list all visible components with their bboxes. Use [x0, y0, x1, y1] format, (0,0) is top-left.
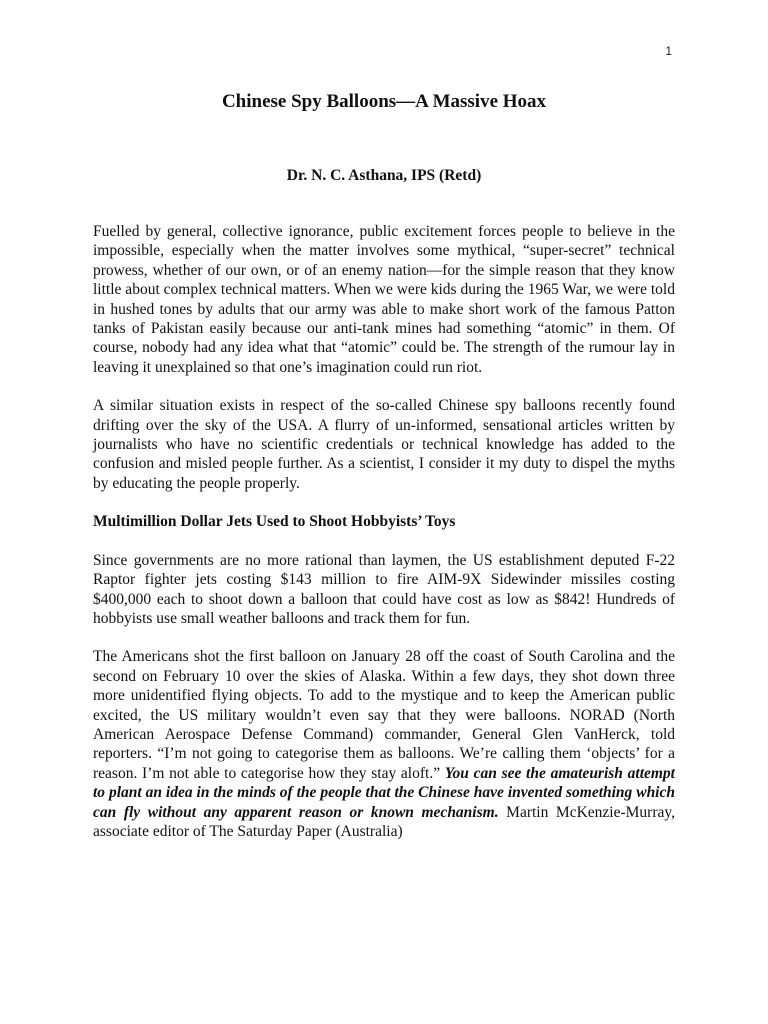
page-number: 1	[665, 44, 672, 58]
emphasized-sentence: You can see the amateurish attempt to plant an idea in the minds of the people that the Chinese have invented something which can fly without any apparent reason or known mechanism.	[93, 764, 675, 821]
section-heading: Multimillion Dollar Jets Used to Shoot Hobbyists’ Toys	[93, 513, 456, 531]
paragraph-jets-cost: Since governments are no more rational than laymen, the US establishment deputed F-22 Raptor fighter jets costing $143 million to fire AIM-9X Sidewinder missiles costing $400,000 each to shoot down a balloon that could have cost as low as $842! Hundreds of hobbyists use small weather balloons and track them for fun.	[93, 551, 675, 627]
paragraph-shootdowns-text: The Americans shot the first balloon on January 28 off the coast of South Carolina and the second on February 10 over the skies of Alaska. Within a few days, they shot down three more unidentified flying objects. To add to the mystique and to keep the American public excited, the US military wouldn’t even say that they were balloons. NORAD (North American Aerospace Defense Command) commander, General Glen VanHerck, told reporters. “I’m not going to categorise them as balloons. We’re calling them ‘objects’ for a reason. I’m not able to categorise how they stay aloft.”	[93, 648, 675, 782]
paragraph-intro: Fuelled by general, collective ignorance, public excitement forces people to believe in the impossible, especially when the matter involves some mythical, “super-secret” technical prowess, whether of our own, or of an enemy nation—for the simple reason that they know little about complex technical matters. When we were kids during the 1965 War, we were told in hushed tones by adults that our army was able to make short work of the famous Patton tanks of Pakistan easily because our anti-tank mines had something “atomic” in them. Of course, nobody had any idea what that “atomic” could be. The strength of the rumour lay in leaving it unexplained so that one’s imagination could run riot.	[93, 223, 675, 376]
document-body	[93, 88, 675, 841]
paragraph-shootdowns-continuation: Martin McKenzie-Murray, associate editor of The Saturday Paper (Australia)	[93, 803, 675, 840]
author-line: Dr. N. C. Asthana, IPS (Retd)	[286, 167, 482, 184]
document-title: Chinese Spy Balloons—A Massive Hoax	[221, 91, 547, 112]
paragraph-shootdowns	[93, 647, 675, 841]
paragraph-spy-balloons: A similar situation exists in respect of the so-called Chinese spy balloons recently found drifting over the sky of the USA. A flurry of un-informed, sensational articles written by journalists who have no scientific credentials or technical knowledge has added to the confusion and misled people further. As a scientist, I consider it my duty to dispel the myths by educating the people properly.	[93, 397, 675, 492]
